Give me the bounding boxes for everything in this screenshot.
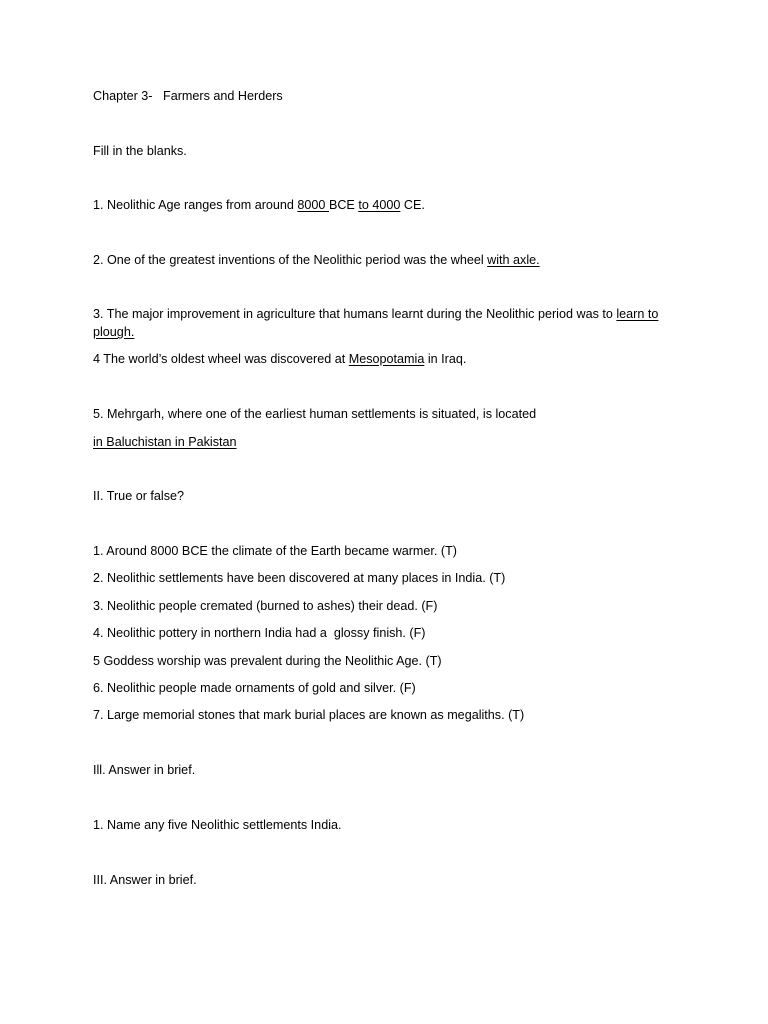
- answer-brief-question-1: 1. Name any five Neolithic settlements India.: [93, 818, 342, 832]
- true-false-item: 4. Neolithic pottery in northern India had a glossy finish. (F): [93, 626, 426, 640]
- section-heading-answer-brief-2: III. Answer in brief.: [93, 873, 197, 887]
- fill-blank-question-3: [93, 305, 683, 341]
- true-false-item: 5 Goddess worship was prevalent during the Neolithic Age. (T): [93, 654, 442, 668]
- chapter-title: [93, 87, 283, 105]
- fill-blank-question-4: [93, 350, 466, 368]
- answer-text: to 4000: [358, 198, 401, 212]
- answer-text: Mesopotamia: [348, 352, 425, 366]
- true-false-item: 7. Large memorial stones that mark burial places are known as megaliths. (T): [93, 708, 525, 722]
- section-heading-answer-brief: Ill. Answer in brief.: [93, 763, 196, 777]
- question-text: 4 The world’s oldest wheel was discovered at: [93, 352, 349, 366]
- question-text: 3. The major improvement in agriculture that humans learnt during the Neolithic period was to: [93, 307, 617, 321]
- question-text: 1. Neolithic Age ranges from around: [93, 198, 298, 212]
- question-text: CE.: [400, 198, 425, 212]
- answer-text: 8000: [297, 198, 329, 212]
- true-false-item: 1. Around 8000 BCE the climate of the Earth became warmer. (T): [93, 544, 457, 558]
- fill-blank-question-2: [93, 251, 540, 269]
- chapter-number: Chapter 3-: [93, 89, 153, 103]
- answer-text: learn to plough.: [93, 307, 659, 339]
- question-text: in Iraq.: [424, 352, 467, 366]
- chapter-name: Farmers and Herders: [163, 89, 283, 103]
- answer-text: with axle.: [487, 253, 540, 267]
- section-heading-fill-blanks: Fill in the blanks.: [93, 144, 187, 158]
- fill-blank-question-5: 5. Mehrgarh, where one of the earliest human settlements is situated, is located: [93, 407, 537, 421]
- fill-blank-answer-5: [93, 433, 237, 451]
- fill-blank-question-1: [93, 196, 425, 214]
- question-text: 2. One of the greatest inventions of the Neolithic period was the wheel: [93, 253, 488, 267]
- answer-text: in Baluchistan in Pakistan: [93, 435, 237, 449]
- section-heading-true-false: II. True or false?: [93, 489, 184, 503]
- true-false-item: 6. Neolithic people made ornaments of gold and silver. (F): [93, 681, 416, 695]
- question-text: BCE: [328, 198, 359, 212]
- true-false-item: 3. Neolithic people cremated (burned to ashes) their dead. (F): [93, 599, 438, 613]
- true-false-item: 2. Neolithic settlements have been discovered at many places in India. (T): [93, 571, 506, 585]
